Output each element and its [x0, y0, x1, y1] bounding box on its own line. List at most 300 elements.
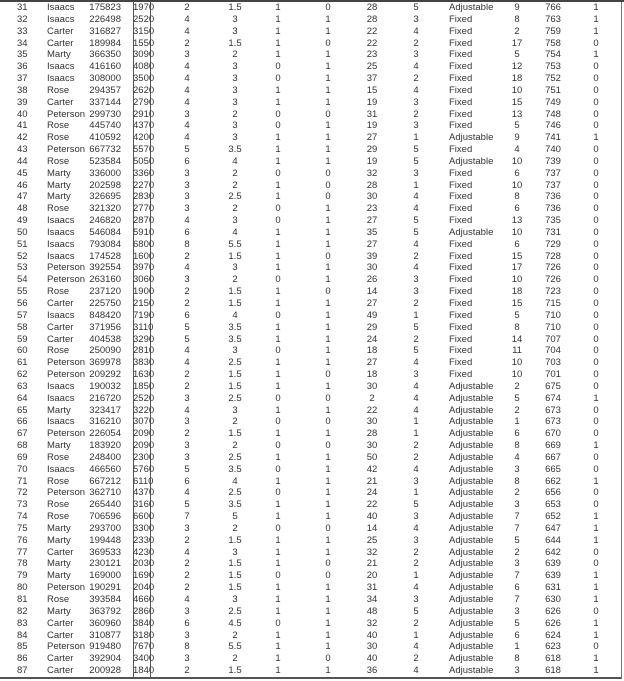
- cell-col-8[interactable]: 1: [325, 333, 331, 345]
- cell-row-number[interactable]: 71: [17, 475, 28, 487]
- cell-col-9[interactable]: 14: [366, 522, 378, 534]
- cell-col-12[interactable]: 10: [511, 179, 523, 191]
- cell-price[interactable]: 265440: [89, 499, 121, 511]
- cell-sqft[interactable]: 3290: [133, 333, 155, 345]
- cell-col-13[interactable]: 639: [545, 558, 561, 570]
- cell-bedrooms[interactable]: 4: [184, 25, 190, 37]
- cell-col-9[interactable]: 31: [366, 108, 378, 120]
- cell-col-12[interactable]: 13: [511, 108, 523, 120]
- cell-col-13[interactable]: 674: [545, 392, 561, 404]
- cell-col-9[interactable]: 39: [366, 250, 378, 262]
- cell-col-13[interactable]: 701: [545, 369, 561, 381]
- cell-price[interactable]: 706596: [89, 511, 121, 523]
- cell-col-13[interactable]: 626: [545, 617, 561, 629]
- cell-col-14[interactable]: 0: [593, 203, 599, 215]
- cell-row-number[interactable]: 54: [17, 274, 28, 286]
- cell-price[interactable]: 308000: [89, 73, 121, 85]
- cell-col-12[interactable]: 3: [514, 499, 520, 511]
- cell-col-13[interactable]: 704: [545, 345, 561, 357]
- cell-col-13[interactable]: 667: [545, 451, 561, 463]
- cell-col-13[interactable]: 759: [545, 25, 561, 37]
- cell-col-12[interactable]: 3: [514, 605, 520, 617]
- cell-sqft[interactable]: 3070: [133, 416, 155, 428]
- cell-col-7[interactable]: 1: [275, 226, 281, 238]
- cell-sqft[interactable]: 2910: [133, 108, 155, 120]
- cell-col-12[interactable]: 1: [514, 641, 520, 653]
- cell-col-7[interactable]: 0: [275, 61, 281, 73]
- cell-price[interactable]: 316210: [89, 416, 121, 428]
- cell-col-14[interactable]: 1: [593, 132, 599, 144]
- cell-bedrooms[interactable]: 4: [184, 262, 190, 274]
- cell-col-8[interactable]: 0: [325, 558, 331, 570]
- cell-col-13[interactable]: 726: [545, 262, 561, 274]
- cell-bathrooms[interactable]: 3: [232, 215, 238, 227]
- cell-bedrooms[interactable]: 2: [184, 286, 190, 298]
- cell-price[interactable]: 216720: [89, 392, 121, 404]
- cell-bedrooms[interactable]: 3: [184, 451, 190, 463]
- cell-bathrooms[interactable]: 2: [232, 522, 238, 534]
- cell-sqft[interactable]: 3970: [133, 262, 155, 274]
- cell-col-8[interactable]: 0: [325, 522, 331, 534]
- cell-mortgage-type[interactable]: Fixed: [449, 298, 473, 309]
- cell-bathrooms[interactable]: 1.5: [228, 428, 242, 440]
- cell-col-13[interactable]: 675: [545, 380, 561, 392]
- cell-row-number[interactable]: 52: [17, 250, 28, 262]
- cell-col-14[interactable]: 0: [593, 155, 599, 167]
- cell-col-8[interactable]: 1: [325, 475, 331, 487]
- cell-col-9[interactable]: 21: [366, 558, 378, 570]
- cell-bathrooms[interactable]: 4: [232, 155, 238, 167]
- cell-col-12[interactable]: 9: [514, 132, 520, 144]
- cell-col-8[interactable]: 1: [325, 13, 331, 25]
- cell-col-14[interactable]: 0: [593, 262, 599, 274]
- cell-row-number[interactable]: 81: [17, 594, 28, 605]
- cell-col-10[interactable]: 4: [413, 61, 419, 73]
- cell-col-10[interactable]: 4: [413, 463, 419, 475]
- cell-agent[interactable]: Rose: [47, 475, 70, 487]
- cell-price[interactable]: 445740: [89, 120, 121, 132]
- cell-row-number[interactable]: 34: [17, 37, 28, 49]
- cell-agent[interactable]: Peterson: [47, 487, 86, 499]
- cell-bathrooms[interactable]: 2: [232, 108, 238, 120]
- cell-col-13[interactable]: 631: [545, 582, 561, 594]
- cell-col-8[interactable]: 1: [325, 629, 331, 641]
- cell-col-14[interactable]: 0: [593, 226, 599, 238]
- cell-col-13[interactable]: 624: [545, 629, 561, 641]
- cell-col-7[interactable]: 1: [275, 546, 281, 558]
- cell-col-8[interactable]: 1: [325, 451, 331, 463]
- cell-price[interactable]: 362710: [89, 487, 121, 499]
- cell-bathrooms[interactable]: 4: [232, 309, 238, 321]
- cell-col-12[interactable]: 2: [514, 487, 520, 499]
- cell-bathrooms[interactable]: 3: [232, 25, 238, 37]
- cell-col-13[interactable]: 737: [545, 167, 561, 179]
- cell-col-7[interactable]: 0: [275, 392, 281, 404]
- cell-col-7[interactable]: 0: [275, 274, 281, 286]
- cell-bedrooms[interactable]: 2: [184, 570, 190, 582]
- cell-mortgage-type[interactable]: Fixed: [449, 357, 473, 369]
- cell-price[interactable]: 225750: [89, 298, 121, 309]
- cell-bathrooms[interactable]: 3: [232, 345, 238, 357]
- cell-bathrooms[interactable]: 1.5: [228, 37, 242, 49]
- cell-col-9[interactable]: 27: [366, 238, 378, 250]
- cell-col-14[interactable]: 0: [593, 215, 599, 227]
- cell-col-12[interactable]: 3: [514, 665, 520, 677]
- cell-col-13[interactable]: 752: [545, 73, 561, 85]
- cell-sqft[interactable]: 3300: [133, 522, 155, 534]
- cell-agent[interactable]: Isaacs: [47, 250, 75, 262]
- cell-sqft[interactable]: 2300: [133, 451, 155, 463]
- cell-bathrooms[interactable]: 3.5: [228, 333, 242, 345]
- cell-col-14[interactable]: 0: [593, 179, 599, 191]
- cell-col-14[interactable]: 1: [593, 629, 599, 641]
- cell-agent[interactable]: Peterson: [47, 357, 86, 369]
- cell-col-8[interactable]: 1: [325, 546, 331, 558]
- cell-col-7[interactable]: 0: [275, 463, 281, 475]
- cell-col-10[interactable]: 5: [413, 144, 419, 156]
- cell-col-7[interactable]: 1: [275, 191, 281, 203]
- cell-col-10[interactable]: 3: [413, 594, 419, 605]
- cell-sqft[interactable]: 1550: [133, 37, 155, 49]
- cell-col-13[interactable]: 728: [545, 250, 561, 262]
- cell-col-12[interactable]: 15: [511, 96, 523, 108]
- cell-mortgage-type[interactable]: Fixed: [449, 37, 473, 49]
- cell-agent[interactable]: Isaacs: [47, 13, 75, 25]
- cell-sqft[interactable]: 3220: [133, 404, 155, 416]
- cell-mortgage-type[interactable]: Fixed: [449, 250, 473, 262]
- cell-col-12[interactable]: 8: [514, 475, 520, 487]
- cell-bathrooms[interactable]: 4.5: [228, 617, 242, 629]
- cell-agent[interactable]: Carter: [47, 617, 74, 629]
- cell-col-12[interactable]: 18: [511, 286, 523, 298]
- cell-col-10[interactable]: 3: [413, 369, 419, 381]
- cell-agent[interactable]: Isaacs: [47, 215, 75, 227]
- cell-bedrooms[interactable]: 3: [184, 203, 190, 215]
- cell-col-12[interactable]: 5: [514, 617, 520, 629]
- cell-col-8[interactable]: 1: [325, 49, 331, 61]
- cell-col-12[interactable]: 7: [514, 522, 520, 534]
- cell-row-number[interactable]: 68: [17, 440, 28, 452]
- cell-col-8[interactable]: 1: [325, 499, 331, 511]
- cell-row-number[interactable]: 82: [17, 605, 28, 617]
- cell-sqft[interactable]: 3110: [133, 321, 154, 333]
- cell-bathrooms[interactable]: 5: [232, 511, 238, 523]
- cell-col-9[interactable]: 19: [366, 155, 378, 167]
- cell-col-13[interactable]: 763: [545, 13, 561, 25]
- cell-sqft[interactable]: 2830: [133, 191, 155, 203]
- cell-bedrooms[interactable]: 3: [184, 49, 190, 61]
- cell-col-10[interactable]: 2: [413, 37, 419, 49]
- cell-sqft[interactable]: 4370: [133, 120, 155, 132]
- cell-mortgage-type[interactable]: Fixed: [449, 309, 473, 321]
- cell-col-7[interactable]: 0: [275, 345, 281, 357]
- cell-col-9[interactable]: 25: [366, 534, 378, 546]
- cell-bedrooms[interactable]: 4: [184, 215, 190, 227]
- cell-col-8[interactable]: 0: [325, 570, 331, 582]
- cell-price[interactable]: 404538: [89, 333, 121, 345]
- cell-mortgage-type[interactable]: Fixed: [449, 179, 473, 191]
- cell-mortgage-type[interactable]: Fixed: [449, 321, 473, 333]
- cell-row-number[interactable]: 79: [17, 570, 28, 582]
- cell-agent[interactable]: Isaacs: [47, 61, 75, 73]
- cell-col-10[interactable]: 3: [413, 49, 419, 61]
- cell-bedrooms[interactable]: 3: [184, 653, 190, 665]
- cell-mortgage-type[interactable]: Adjustable: [449, 380, 494, 392]
- cell-col-10[interactable]: 3: [413, 286, 419, 298]
- cell-col-14[interactable]: 0: [593, 641, 599, 653]
- cell-sqft[interactable]: 4660: [133, 594, 155, 605]
- cell-col-7[interactable]: 1: [275, 132, 281, 144]
- cell-bathrooms[interactable]: 2: [232, 167, 238, 179]
- cell-price[interactable]: 667212: [89, 475, 121, 487]
- cell-bathrooms[interactable]: 2: [232, 274, 238, 286]
- cell-col-9[interactable]: 32: [366, 167, 378, 179]
- cell-col-10[interactable]: 3: [413, 13, 419, 25]
- cell-col-14[interactable]: 0: [593, 357, 599, 369]
- cell-mortgage-type[interactable]: Adjustable: [449, 594, 494, 605]
- cell-bathrooms[interactable]: 3: [232, 84, 238, 96]
- cell-col-12[interactable]: 10: [511, 274, 523, 286]
- cell-row-number[interactable]: 38: [17, 84, 28, 96]
- cell-mortgage-type[interactable]: Adjustable: [449, 392, 494, 404]
- cell-col-10[interactable]: 5: [413, 605, 419, 617]
- cell-mortgage-type[interactable]: Adjustable: [449, 534, 494, 546]
- cell-row-number[interactable]: 51: [17, 238, 28, 250]
- cell-col-14[interactable]: 0: [593, 167, 599, 179]
- cell-col-8[interactable]: 0: [325, 286, 331, 298]
- cell-col-14[interactable]: 1: [593, 617, 599, 629]
- cell-col-7[interactable]: 1: [275, 179, 281, 191]
- cell-bathrooms[interactable]: 3.5: [228, 499, 242, 511]
- cell-mortgage-type[interactable]: Fixed: [449, 49, 473, 61]
- cell-col-14[interactable]: 1: [593, 25, 599, 37]
- cell-col-7[interactable]: 1: [275, 238, 281, 250]
- cell-col-14[interactable]: 0: [593, 274, 599, 286]
- cell-col-13[interactable]: 737: [545, 179, 561, 191]
- cell-col-13[interactable]: 652: [545, 511, 561, 523]
- cell-mortgage-type[interactable]: Fixed: [449, 13, 473, 25]
- cell-col-12[interactable]: 5: [514, 120, 520, 132]
- cell-col-8[interactable]: 1: [325, 594, 331, 605]
- cell-col-13[interactable]: 731: [545, 226, 561, 238]
- cell-bedrooms[interactable]: 2: [184, 37, 190, 49]
- cell-bedrooms[interactable]: 6: [184, 226, 190, 238]
- cell-col-7[interactable]: 1: [275, 499, 281, 511]
- cell-col-9[interactable]: 25: [366, 61, 378, 73]
- cell-bedrooms[interactable]: 3: [184, 274, 190, 286]
- cell-col-10[interactable]: 4: [413, 404, 419, 416]
- cell-col-14[interactable]: 1: [593, 13, 599, 25]
- cell-col-13[interactable]: 653: [545, 499, 561, 511]
- cell-bathrooms[interactable]: 5.5: [228, 238, 242, 250]
- cell-col-10[interactable]: 5: [413, 321, 419, 333]
- cell-col-14[interactable]: 0: [593, 416, 599, 428]
- cell-col-8[interactable]: 0: [325, 440, 331, 452]
- cell-col-9[interactable]: 32: [366, 617, 378, 629]
- cell-sqft[interactable]: 3090: [133, 49, 155, 61]
- cell-col-12[interactable]: 10: [511, 155, 523, 167]
- cell-col-7[interactable]: 1: [275, 641, 281, 653]
- cell-col-7[interactable]: 0: [275, 73, 281, 85]
- cell-col-14[interactable]: 0: [593, 298, 599, 309]
- cell-col-12[interactable]: 8: [514, 440, 520, 452]
- cell-col-7[interactable]: 1: [275, 144, 281, 156]
- cell-row-number[interactable]: 44: [17, 155, 28, 167]
- cell-col-12[interactable]: 4: [514, 144, 520, 156]
- cell-row-number[interactable]: 40: [17, 108, 28, 120]
- cell-mortgage-type[interactable]: Adjustable: [449, 404, 494, 416]
- cell-col-7[interactable]: 1: [275, 511, 281, 523]
- cell-bathrooms[interactable]: 1.5: [228, 298, 242, 309]
- cell-row-number[interactable]: 42: [17, 132, 28, 144]
- cell-col-10[interactable]: 4: [413, 357, 419, 369]
- cell-col-9[interactable]: 40: [366, 653, 378, 665]
- cell-col-7[interactable]: 1: [275, 594, 281, 605]
- cell-col-10[interactable]: 1: [413, 570, 419, 582]
- cell-price[interactable]: 369533: [89, 546, 121, 558]
- cell-sqft[interactable]: 2810: [133, 345, 155, 357]
- cell-price[interactable]: 174528: [89, 250, 121, 262]
- cell-bathrooms[interactable]: 1.5: [228, 665, 242, 677]
- cell-bedrooms[interactable]: 4: [184, 84, 190, 96]
- cell-agent[interactable]: Rose: [47, 155, 70, 167]
- cell-col-13[interactable]: 736: [545, 191, 561, 203]
- cell-col-9[interactable]: 35: [366, 226, 378, 238]
- cell-col-7[interactable]: 0: [275, 487, 281, 499]
- cell-agent[interactable]: Marty: [47, 49, 71, 61]
- cell-col-8[interactable]: 1: [325, 84, 331, 96]
- cell-col-8[interactable]: 1: [325, 582, 331, 594]
- cell-col-12[interactable]: 4: [514, 451, 520, 463]
- cell-col-12[interactable]: 2: [514, 546, 520, 558]
- cell-agent[interactable]: Marty: [47, 191, 71, 203]
- cell-col-13[interactable]: 644: [545, 534, 561, 546]
- cell-row-number[interactable]: 75: [17, 522, 28, 534]
- cell-sqft[interactable]: 5050: [133, 155, 155, 167]
- cell-mortgage-type[interactable]: Adjustable: [449, 440, 494, 452]
- cell-price[interactable]: 209292: [89, 369, 121, 381]
- cell-bathrooms[interactable]: 3: [232, 73, 238, 85]
- cell-col-7[interactable]: 1: [275, 333, 281, 345]
- cell-col-8[interactable]: 0: [325, 37, 331, 49]
- cell-mortgage-type[interactable]: Fixed: [449, 333, 473, 345]
- cell-agent[interactable]: Carter: [47, 333, 74, 345]
- cell-agent[interactable]: Carter: [47, 25, 74, 37]
- cell-mortgage-type[interactable]: Fixed: [449, 73, 473, 85]
- cell-bedrooms[interactable]: 8: [184, 238, 190, 250]
- cell-col-9[interactable]: 26: [366, 274, 378, 286]
- cell-mortgage-type[interactable]: Adjustable: [449, 629, 494, 641]
- cell-col-8[interactable]: 1: [325, 404, 331, 416]
- cell-row-number[interactable]: 31: [17, 2, 28, 13]
- cell-col-9[interactable]: 32: [366, 546, 378, 558]
- cell-bathrooms[interactable]: 2.5: [228, 487, 242, 499]
- cell-col-7[interactable]: 1: [275, 13, 281, 25]
- cell-col-12[interactable]: 6: [514, 238, 520, 250]
- cell-row-number[interactable]: 33: [17, 25, 28, 37]
- cell-price[interactable]: 363792: [89, 605, 121, 617]
- cell-col-10[interactable]: 2: [413, 617, 419, 629]
- cell-col-12[interactable]: 12: [511, 61, 523, 73]
- cell-col-10[interactable]: 5: [413, 226, 419, 238]
- cell-price[interactable]: 189984: [89, 37, 121, 49]
- cell-row-number[interactable]: 45: [17, 167, 28, 179]
- cell-col-14[interactable]: 0: [593, 321, 599, 333]
- cell-col-13[interactable]: 749: [545, 96, 561, 108]
- cell-col-9[interactable]: 2: [369, 392, 375, 404]
- cell-bedrooms[interactable]: 2: [184, 558, 190, 570]
- cell-agent[interactable]: Peterson: [47, 262, 86, 274]
- cell-price[interactable]: 316827: [89, 25, 121, 37]
- cell-agent[interactable]: Marty: [47, 404, 71, 416]
- cell-price[interactable]: 416160: [89, 61, 121, 73]
- cell-col-7[interactable]: 1: [275, 451, 281, 463]
- cell-agent[interactable]: Rose: [47, 120, 70, 132]
- cell-mortgage-type[interactable]: Fixed: [449, 262, 473, 274]
- cell-col-7[interactable]: 1: [275, 155, 281, 167]
- cell-col-7[interactable]: 1: [275, 404, 281, 416]
- cell-col-7[interactable]: 1: [275, 286, 281, 298]
- cell-agent[interactable]: Isaacs: [47, 2, 75, 13]
- cell-col-12[interactable]: 11: [512, 345, 522, 357]
- cell-row-number[interactable]: 76: [17, 534, 28, 546]
- cell-col-14[interactable]: 0: [593, 108, 599, 120]
- cell-col-9[interactable]: 29: [366, 321, 378, 333]
- cell-col-10[interactable]: 4: [413, 641, 419, 653]
- cell-sqft[interactable]: 5910: [133, 226, 155, 238]
- cell-mortgage-type[interactable]: Adjustable: [449, 487, 494, 499]
- cell-row-number[interactable]: 60: [17, 345, 28, 357]
- cell-agent[interactable]: Rose: [47, 499, 70, 511]
- cell-col-8[interactable]: 1: [325, 120, 331, 132]
- cell-sqft[interactable]: 2620: [133, 84, 155, 96]
- cell-bedrooms[interactable]: 4: [184, 487, 190, 499]
- cell-price[interactable]: 371956: [89, 321, 121, 333]
- cell-col-12[interactable]: 2: [514, 25, 520, 37]
- cell-bedrooms[interactable]: 2: [184, 665, 190, 677]
- cell-col-10[interactable]: 1: [413, 416, 419, 428]
- cell-bathrooms[interactable]: 1.5: [228, 582, 242, 594]
- cell-col-8[interactable]: 1: [325, 61, 331, 73]
- cell-col-10[interactable]: 3: [413, 511, 419, 523]
- cell-col-7[interactable]: 1: [275, 369, 281, 381]
- cell-col-14[interactable]: 1: [593, 511, 599, 523]
- cell-col-9[interactable]: 30: [366, 416, 378, 428]
- cell-price[interactable]: 336000: [89, 167, 121, 179]
- cell-price[interactable]: 919480: [89, 641, 121, 653]
- cell-row-number[interactable]: 61: [17, 357, 28, 369]
- cell-bedrooms[interactable]: 5: [184, 463, 190, 475]
- cell-row-number[interactable]: 36: [17, 61, 28, 73]
- cell-bathrooms[interactable]: 4: [232, 475, 238, 487]
- cell-mortgage-type[interactable]: Fixed: [449, 274, 473, 286]
- cell-row-number[interactable]: 86: [17, 653, 28, 665]
- cell-col-8[interactable]: 1: [325, 641, 331, 653]
- cell-col-10[interactable]: 4: [413, 84, 419, 96]
- cell-agent[interactable]: Marty: [47, 558, 71, 570]
- cell-col-9[interactable]: 30: [366, 380, 378, 392]
- cell-col-10[interactable]: 4: [413, 203, 419, 215]
- cell-bathrooms[interactable]: 3: [232, 13, 238, 25]
- cell-row-number[interactable]: 57: [17, 309, 28, 321]
- cell-bedrooms[interactable]: 7: [184, 511, 190, 523]
- cell-agent[interactable]: Marty: [47, 167, 71, 179]
- cell-col-8[interactable]: 1: [325, 605, 331, 617]
- cell-col-14[interactable]: 0: [593, 250, 599, 262]
- cell-col-13[interactable]: 739: [545, 155, 561, 167]
- cell-price[interactable]: 190032: [89, 380, 121, 392]
- cell-col-8[interactable]: 1: [325, 617, 331, 629]
